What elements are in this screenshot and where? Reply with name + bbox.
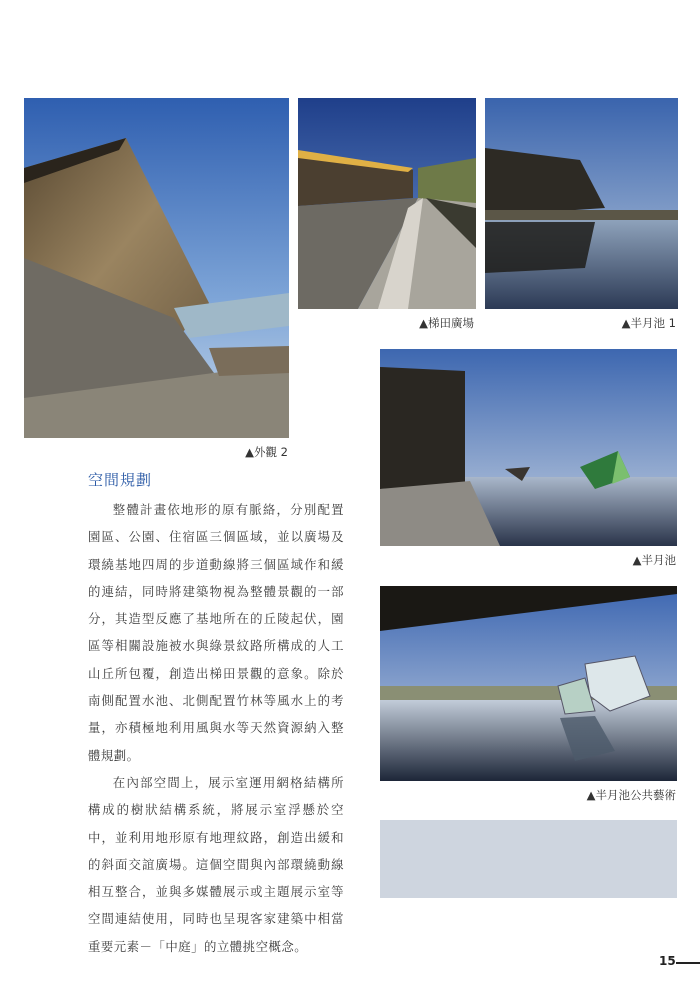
caption-half-moon-pond: ▲半月池	[632, 553, 676, 567]
photo-exterior-2	[24, 98, 289, 438]
gray-panel	[380, 820, 677, 898]
photo-terraced-plaza	[298, 98, 476, 309]
caption-terraced-plaza: ▲梯田廣場	[419, 316, 474, 330]
caption-half-moon-pond-1: ▲半月池 1	[621, 316, 676, 330]
article-body	[88, 496, 344, 960]
paragraph: 在內部空間上，展示室運用網格結構所構成的樹狀結構系統，將展示室浮懸於空中，並利用地形原有地理紋路，創造出緩和的斜面交誼廣場。這個空間與內部環繞動線相互整合，並與多媒體展示或主題展示室等空間連結使用，同時也呈現客家建築中相當重要元素－「中庭」的立體挑空概念。	[88, 774, 344, 954]
photo-half-moon-pond-public-art	[380, 586, 677, 781]
photo-half-moon-pond-1	[485, 98, 678, 309]
section-heading: 空間規劃	[88, 471, 153, 489]
page-number-rule	[676, 962, 700, 964]
photo-half-moon-pond	[380, 349, 677, 546]
page-number: 15	[659, 954, 676, 968]
caption-half-moon-pond-public-art: ▲半月池公共藝術	[586, 788, 676, 802]
caption-exterior-2: ▲外觀 2	[245, 445, 288, 459]
paragraph: 整體計畫依地形的原有脈絡，分別配置園區、公園、住宿區三個區域，並以廣場及環繞基地四周的步道動線將三個區域作和緩的連結，同時將建築物視為整體景觀的一部分，其造型反應了基地所在的丘陵起伏，園區等相關設施被水與綠景紋路所構成的人工山丘所包覆，創造出梯田景觀的意象。除於南側配置水池、北側配置竹林等風水上的考量，亦積極地利用風與水等天然資源納入整體規劃。	[88, 502, 344, 763]
